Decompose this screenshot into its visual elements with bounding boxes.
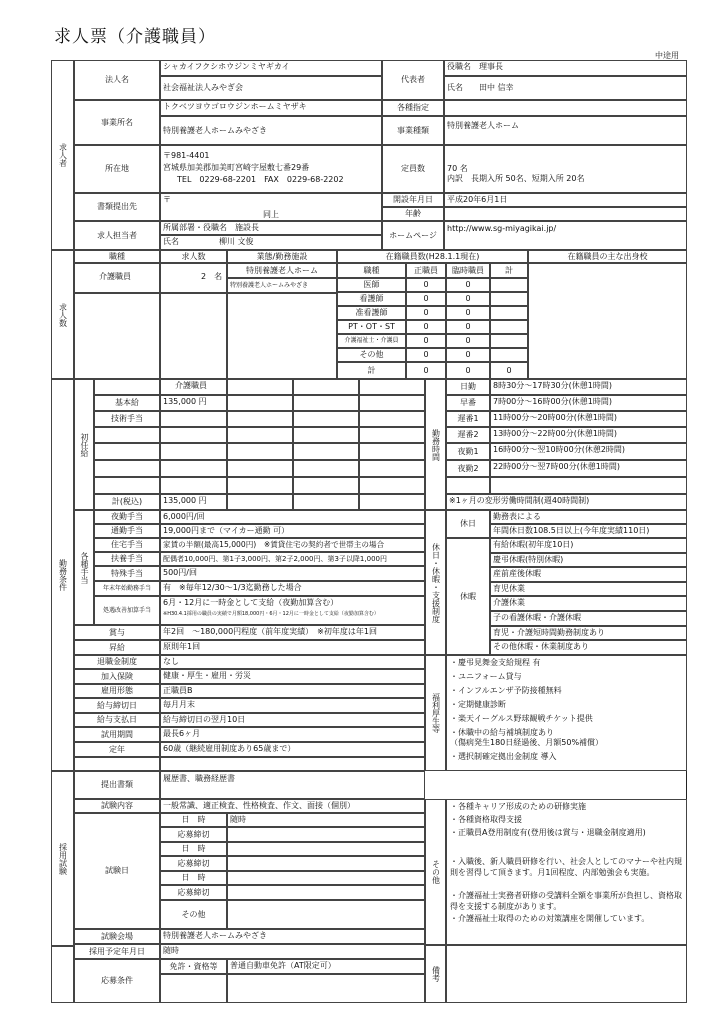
kyujitsu-label: 休日 — [446, 510, 490, 538]
shift-time: 11時00分～20時00分(休憩1時間) — [490, 411, 687, 427]
shoninkyu-cell — [227, 460, 293, 477]
shimekiri-label: 応募締切 — [160, 856, 227, 871]
shoninkyu-col — [227, 379, 293, 395]
fukuri-text: 福利厚生等 — [431, 693, 441, 733]
teishutsu-label: 提出書類 — [74, 771, 160, 799]
shoninkyu-shokushu: 介護職員 — [160, 379, 227, 395]
zaiseki-row-kei — [490, 334, 528, 348]
gijutsu-label: 技術手当 — [94, 411, 160, 427]
kyuka-label: 休暇 — [446, 538, 490, 655]
tanto-shimei-label: 氏名 — [163, 237, 179, 246]
section-label: 求人者 — [58, 143, 68, 167]
shift-label: 早番 — [446, 395, 490, 411]
shimebi-value: 毎月月末 — [160, 698, 425, 713]
biko-label — [425, 945, 446, 1003]
zaiseki-row-sei: 0 — [406, 334, 446, 348]
teishutsu-value: 履歴書、職務経歴書 — [160, 771, 425, 799]
shozaichi-value — [160, 145, 382, 193]
zaiseki-row-sei: 0 — [406, 320, 446, 334]
shoninkyu-cell — [94, 427, 160, 443]
tanto-busho — [160, 221, 382, 235]
zaiseki-row-rinji: 0 — [446, 348, 490, 362]
keitai-label: 雇用形態 — [74, 684, 160, 698]
zaiseki-row-label: 看護師 — [337, 292, 406, 306]
shift-label: 遅番2 — [446, 427, 490, 443]
shoninkyu-col — [359, 379, 425, 395]
daihyo-name: 田中 信幸 — [479, 83, 514, 92]
hoken-value: 健康・厚生・雇用・労災 — [160, 669, 425, 684]
shogu-value: 6月・12月に一時金として支給（夜勤加算含む） — [163, 598, 339, 607]
zaiseki-h-sei: 正職員 — [406, 263, 446, 278]
shoninkyu-cell — [227, 494, 293, 510]
shoninkyu-cell — [293, 460, 359, 477]
busho-value: 施設長 — [235, 223, 259, 232]
shoninkyu-cell — [227, 477, 293, 494]
kaisetsu-label: 開設年月日 — [382, 193, 444, 207]
shift-time: 13時00分～22時00分(休憩1時間) — [490, 427, 687, 443]
fukuri-item: ・ユニフォーム貸与 — [450, 672, 522, 681]
kakushu-label — [74, 510, 94, 625]
section-saiyo — [51, 771, 74, 946]
teiin-label: 定員数 — [382, 145, 444, 193]
shokyu-label: 昇給 — [74, 640, 160, 655]
kyujinsu-header-zaiseki: 在籍職員数(H28.1.1現在) — [337, 250, 528, 263]
hp-value: http://www.sg-miyagikai.jp/ — [444, 221, 687, 250]
zaiseki-row-sei: 0 — [406, 306, 446, 320]
shift-blank — [446, 477, 490, 494]
menkyo-value: 普通自動車免許（AT限定可） — [227, 959, 425, 974]
hojin-kana: シャカイフクシホウジンミヤギカイ — [160, 60, 382, 76]
shorui-value — [160, 193, 382, 221]
shoninkyu-cell — [359, 460, 425, 477]
zaiseki-row-rinji: 0 — [446, 278, 490, 292]
shift-time: 7時00分～16時00分(休憩1時間) — [490, 395, 687, 411]
zaiseki-row-kei — [490, 292, 528, 306]
menkyo-label: 免許・資格等 — [160, 959, 227, 974]
zaiseki-h-rinji: 臨時職員 — [446, 263, 490, 278]
shift-time: 8時30分～17時30分(休憩1時間) — [490, 379, 687, 395]
shift-time: 16時00分～翌10時00分(休憩2時間) — [490, 443, 687, 460]
teate-value: 500円/回 — [160, 566, 425, 581]
shoninkyu-cell — [293, 443, 359, 460]
shikenbi-sonota-value — [227, 900, 425, 929]
fukuri-item: ・楽天イーグルス野球観戦チケット提供 — [450, 714, 593, 723]
zaiseki-row-rinji: 0 — [446, 292, 490, 306]
kyujinsu-blank-a — [74, 293, 160, 379]
nenrei-value — [444, 207, 687, 221]
kyuka-item: その他休暇・休業制度あり — [490, 640, 687, 655]
hojin-name: 社会福祉法人みやぎ会 — [160, 76, 382, 100]
fukuri-item: ・休職中の給与補填制度あり — [450, 728, 554, 737]
section-kyujinsha — [51, 60, 74, 250]
zaiseki-total-label: 計 — [337, 362, 406, 379]
teinen-value: 60歳（継続雇用制度あり65歳まで） — [160, 742, 425, 757]
sonota-item: ・介護福祉士取得のための対策講座を開催しています。 — [450, 914, 650, 923]
fukuri-item: ・選択制確定拠出金制度 導入 — [450, 752, 557, 761]
zaiseki-row-label: PT・OT・ST — [337, 320, 406, 334]
nichiji-value: 随時 — [227, 813, 425, 827]
kyuka-item: 育児休業 — [490, 582, 687, 596]
sonota-item: ・各種キャリア形成のための研修実施 — [450, 802, 586, 811]
total-value: 135,000 円 — [160, 494, 227, 510]
biko-value — [446, 945, 687, 1003]
jigyosho-name: 特別養護老人ホームみやざき — [160, 116, 382, 145]
shiyo-label: 試用期間 — [74, 727, 160, 742]
hp-label: ホームページ — [382, 221, 444, 250]
shoninkyu-cell — [359, 443, 425, 460]
yotei-label: 採用予定年月日 — [74, 944, 160, 959]
teate-value: 家賃の半額(最高15,000円) ※賃貸住宅の契約者で世帯主の場合 — [160, 538, 425, 552]
shoninkyu-cell — [293, 427, 359, 443]
zaiseki-row-kei — [490, 306, 528, 320]
section-kinmu — [51, 379, 74, 771]
kyujinsu-shisetsu2: 特別養護老人ホームみやざき — [227, 278, 337, 293]
shift-label: 日勤 — [446, 379, 490, 395]
kyuka-item: 子の看護休暇・介護休暇 — [490, 611, 687, 626]
shoninkyu-cell — [359, 411, 425, 427]
sonota-item: ・各種資格取得支援 — [450, 815, 522, 824]
shoninkyu-cell — [359, 427, 425, 443]
joken-label: 応募条件 — [74, 959, 160, 1003]
shoninkyu-cell — [359, 477, 425, 494]
shoninkyu-cell — [94, 477, 160, 494]
shimekiri-value — [227, 827, 425, 842]
kyuka-item: 介護休業 — [490, 596, 687, 611]
shimekiri-value — [227, 885, 425, 900]
nichiji-value — [227, 871, 425, 885]
shoyo-label: 賞与 — [74, 625, 160, 640]
kaijo-value: 特別養護老人ホームみやざき — [160, 929, 425, 944]
shoninkyu-cell — [94, 460, 160, 477]
shiharai-value: 給与締切日の翌月10日 — [160, 713, 425, 727]
fukuri-item: ・慶弔見舞金支給規程 有 — [450, 658, 541, 667]
zaiseki-row-kei — [490, 278, 528, 292]
shoninkyu-cell — [359, 494, 425, 510]
shitei-label: 各種指定 — [382, 100, 444, 116]
shimekiri-label: 応募締切 — [160, 827, 227, 842]
zaiseki-row-label: 准看護師 — [337, 306, 406, 320]
shogu-note: ※H30.4.1採用の職員の実績で月額18,000円・6月・12月に一時金として支給（夜勤加算含む） — [163, 611, 379, 617]
kinmu-blank-label — [74, 757, 160, 771]
sonota-text: その他 — [431, 860, 441, 884]
section-blank — [51, 946, 74, 1003]
kyujinsu-header-shusshin: 在籍職員の主な出身校 — [528, 250, 687, 263]
teate-label: 特殊手当 — [94, 566, 160, 581]
zaiseki-h-shokushu: 職種 — [337, 263, 406, 278]
teate-label: 処遇改善加算手当 — [94, 596, 160, 625]
kihon-value: 135,000 円 — [160, 395, 227, 411]
shoninkyu-cell — [227, 427, 293, 443]
hoken-label: 加入保険 — [74, 669, 160, 684]
shorui-postal: 〒 — [163, 195, 171, 204]
daihyo-shimei — [444, 76, 687, 100]
shoninkyu-cell — [227, 443, 293, 460]
teiin-value — [444, 145, 687, 193]
shubetsu-value: 特別養護老人ホーム — [444, 116, 687, 145]
shift-time: 22時00分～翌7時00分(休憩1時間) — [490, 460, 687, 477]
jigyosho-kana: トクベツヨウゴロウジンホームミヤザキ — [160, 100, 382, 116]
zaiseki-h-kei: 計 — [490, 263, 528, 278]
joken-blank — [160, 974, 227, 1003]
total-label: 計(税込) — [94, 494, 160, 510]
shoninkyu-cell — [359, 395, 425, 411]
kaisetsu-value: 平成20年6月1日 — [444, 193, 687, 207]
shoninkyu-cell — [160, 460, 227, 477]
shoninkyu-col — [293, 379, 359, 395]
sonota-item: ・入職後、新人職員研修を行い、社会人としてのマナーや社内規則を習得して頂きます。月1回程度、内部勉強会も実施。 — [450, 857, 682, 877]
nichiji-value — [227, 842, 425, 856]
kinmu-blank-value — [160, 757, 425, 771]
kyujinsu-header-ninzu: 求人数 — [160, 250, 227, 263]
kyujitsu-value: 年間休日数108.5日以上(今年度実績110日) — [490, 524, 687, 538]
shoninkyu-label — [74, 379, 94, 510]
kakushu-text: 各種手当 — [80, 551, 89, 584]
nichiji-label: 日 時 — [160, 813, 227, 827]
shikenbi-label: 試験日 — [74, 813, 160, 929]
shitei-value — [444, 100, 687, 116]
zaiseki-row-rinji: 0 — [446, 306, 490, 320]
teate-label: 住宅手当 — [94, 538, 160, 552]
kyuka-item: 産前産後休暇 — [490, 567, 687, 582]
teiin-count: 70 名 — [447, 164, 468, 173]
kyuka-item: 慶弔休暇(特別休暇) — [490, 553, 687, 567]
shimebi-label: 給与締切日 — [74, 698, 160, 713]
tanto-shimei — [160, 235, 382, 250]
nichiji-label: 日 時 — [160, 871, 227, 885]
nenrei-label: 年齢 — [382, 207, 444, 221]
zaiseki-row-label: 医師 — [337, 278, 406, 292]
teate-label: 夜勤手当 — [94, 510, 160, 524]
biko-text: 備考 — [431, 966, 441, 982]
shoninkyu-cell — [293, 477, 359, 494]
kyujinsu-ninzu: 2 名 — [160, 263, 227, 293]
teinen-label: 定年 — [74, 742, 160, 757]
kyuka-item: 有給休暇(初年度10日) — [490, 538, 687, 553]
section-kyujinsu — [51, 250, 74, 379]
joken-blank — [227, 974, 425, 1003]
zaiseki-total-rinji: 0 — [446, 362, 490, 379]
shoninkyu-cell — [94, 443, 160, 460]
teate-label: 年末年始勤務手当 — [94, 581, 160, 596]
kyuka-item: 育児・介護短時間勤務制度あり — [490, 626, 687, 640]
shoninkyu-header-blank — [94, 379, 160, 395]
section-label: 勤務条件 — [58, 559, 68, 591]
shoninkyu-cell — [227, 395, 293, 411]
taishoku-label: 退職金制度 — [74, 655, 160, 669]
kyujitsu-value: 勤務表による — [490, 510, 687, 524]
jikan-label — [425, 379, 446, 510]
daihyo-yakushoku — [444, 60, 687, 76]
address: 宮城県加美郡加美町宮崎字屋敷七番29番 — [163, 163, 310, 172]
shoninkyu-cell — [293, 411, 359, 427]
busho-label: 所属部署・役職名 — [163, 223, 227, 232]
teate-value: 配偶者10,000円、第1子3,000円、第2子2,000円、第3子以降1,000円 — [160, 552, 425, 566]
shoninkyu-cell — [227, 411, 293, 427]
zaiseki-total-sei: 0 — [406, 362, 446, 379]
naiyo-value: 一般常識、適正検査、性格検査、作文、面接（個別） — [160, 799, 425, 813]
fukuri-item: （傷病発生180日経過後、月額50%補償） — [450, 738, 604, 747]
shorui-same: 同上 — [263, 210, 279, 219]
zaiseki-row-sei: 0 — [406, 292, 446, 306]
jikan-text: 勤務時間 — [431, 428, 441, 461]
shift-label: 遅番1 — [446, 411, 490, 427]
shoninkyu-cell — [160, 427, 227, 443]
yakushoku-label: 役職名 — [447, 62, 471, 71]
kyujinsu-header-shokushu: 職種 — [74, 250, 160, 263]
nichiji-label: 日 時 — [160, 842, 227, 856]
shimei-label: 氏名 — [447, 83, 463, 92]
zaiseki-row-sei: 0 — [406, 278, 446, 292]
tanto-name: 柳川 文俊 — [219, 237, 254, 246]
shokyu-value: 原則年1回 — [160, 640, 425, 655]
keitai-value: 正職員B — [160, 684, 425, 698]
hojin-label: 法人名 — [74, 60, 160, 100]
shubetsu-label: 事業種類 — [382, 116, 444, 145]
taishoku-value: なし — [160, 655, 425, 669]
kyujinsu-blank-b — [160, 293, 227, 379]
shift-label: 夜勤2 — [446, 460, 490, 477]
teate-value: 19,000円まで（マイカー通勤 可） — [160, 524, 425, 538]
teate-value: 6,000円/回 — [160, 510, 425, 524]
zaiseki-total-kei: 0 — [490, 362, 528, 379]
zaiseki-row-sei: 0 — [406, 348, 446, 362]
page-title: 求人票（介護職員） — [54, 27, 216, 47]
shoninkyu-cell — [293, 494, 359, 510]
teiin-detail: 内訳 長期入所 50名、短期入所 20名 — [447, 174, 585, 183]
section-label: 採用試験 — [58, 842, 68, 875]
shoninkyu-cell — [293, 395, 359, 411]
shikenbi-sonota-label: その他 — [160, 900, 227, 929]
zaiseki-row-kei — [490, 348, 528, 362]
kyujinsu-blank-c — [227, 293, 337, 379]
zaiseki-row-rinji: 0 — [446, 320, 490, 334]
tel-fax: TEL 0229-68-2201 FAX 0229-68-2202 — [177, 175, 344, 184]
shorui-label: 書類提出先 — [74, 193, 160, 221]
shoninkyu-cell — [160, 411, 227, 427]
tanto-label: 求人担当者 — [74, 221, 160, 250]
shozaichi-label: 所在地 — [74, 145, 160, 193]
teate-label: 扶養手当 — [94, 552, 160, 566]
yotei-value: 随時 — [160, 944, 425, 959]
shimekiri-label: 応募締切 — [160, 885, 227, 900]
sonota-item: ・正職員A登用制度有(登用後は賞与・退職金制度適用) — [450, 828, 646, 837]
kaijo-label: 試験会場 — [74, 929, 160, 944]
shoyo-value: 年2回 ～180,000円程度（前年度実績） ※初年度は年1回 — [160, 625, 425, 640]
kyujinsu-header-shisetsu: 業態/勤務施設 — [227, 250, 337, 263]
postal-code: 〒981-4401 — [163, 151, 210, 160]
shift-label: 夜勤1 — [446, 443, 490, 460]
fukuri-item: ・定期健康診断 — [450, 700, 506, 709]
zaiseki-row-label: 介護福祉士・介護員 — [337, 334, 406, 348]
shoninkyu-cell — [160, 477, 227, 494]
teate-label: 通勤手当 — [94, 524, 160, 538]
teate-value: 有 ※毎年12/30～1/3迄勤務した場合 — [160, 581, 425, 596]
shoninkyu-text: 初任給 — [80, 432, 89, 457]
fukuri-item: ・インフルエンザ予防接種無料 — [450, 686, 562, 695]
teate-value-shogu — [160, 596, 425, 625]
daihyo-label: 代表者 — [382, 60, 444, 100]
shiharai-label: 給与支払日 — [74, 713, 160, 727]
zaiseki-row-label: その他 — [337, 348, 406, 362]
shift-blank — [490, 477, 687, 494]
kihon-label: 基本給 — [94, 395, 160, 411]
jigyosho-label: 事業所名 — [74, 100, 160, 145]
naiyo-label: 試験内容 — [74, 799, 160, 813]
zaiseki-row-rinji: 0 — [446, 334, 490, 348]
shoninkyu-cell — [160, 443, 227, 460]
fukuri-label — [425, 655, 446, 771]
jikan-note: ※1ヶ月の変形労働時間制(週40時間制) — [446, 494, 687, 510]
yakushoku-value: 理事長 — [479, 62, 503, 71]
kyujinsu-shisetsu1: 特別養護老人ホーム — [227, 263, 337, 278]
section-label: 求人数 — [58, 302, 68, 327]
form-type-note: 中途用 — [655, 51, 679, 60]
shiyo-value: 最長6ヶ月 — [160, 727, 425, 742]
kyuka-section-label — [425, 510, 446, 655]
kyuka-section-text: 休日・休暇・支援制度 — [431, 542, 441, 623]
shusshin-value — [528, 263, 687, 379]
zaiseki-row-kei — [490, 320, 528, 334]
kyujinsu-shokushu: 介護職員 — [74, 263, 160, 293]
sonota-item: ・介護福祉士実務者研修の受講料全額を事業所が負担し、資格取得を支援する制度があります。 — [450, 891, 682, 911]
shimekiri-value — [227, 856, 425, 871]
sonota-label — [425, 799, 446, 945]
